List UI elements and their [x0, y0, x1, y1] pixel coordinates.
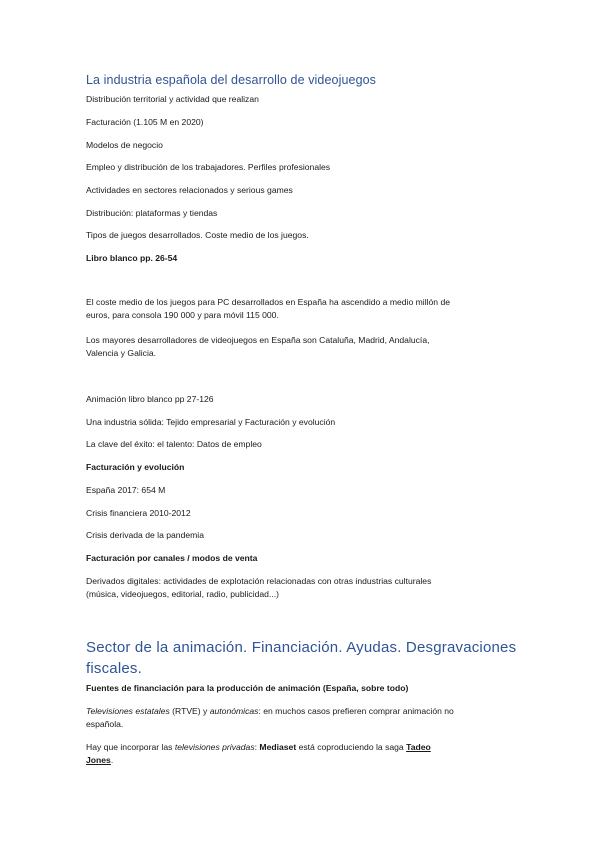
text-span: (RTVE) y [169, 706, 210, 716]
list-item: Tipos de juegos desarrollados. Coste medio de los juegos. [86, 230, 309, 240]
subheading: Facturación por canales / modos de venta [86, 553, 258, 563]
text-line: Crisis derivada de la pandemia [86, 530, 204, 540]
section-subtitle: Fuentes de financiación para la producción de animación (España, sobre todo) [86, 683, 409, 693]
text-span: autonómicas [209, 706, 259, 716]
text-span: Hay que incorporar las [86, 742, 175, 752]
paragraph-tv-line1 [86, 705, 454, 718]
text-line: Crisis financiera 2010-2012 [86, 508, 191, 518]
section-heading-animation: Sector de la animación. Financiación. Ayudas. Desgravaciones fiscales. [86, 639, 517, 677]
paragraph-tv-line2: española. [86, 719, 124, 729]
text-span: Televisiones estatales [86, 706, 170, 716]
paragraph-derivatives-line1: Derivados digitales: actividades de explotación relacionadas con otras industrias culturales [86, 576, 432, 586]
paragraph-cost-line2: euros, para consola 190 000 y para móvil 115 000. [86, 310, 279, 320]
jones-link[interactable]: Jones [86, 755, 111, 765]
subheading: Facturación y evolución [86, 462, 185, 472]
text-line: España 2017: 654 M [86, 485, 166, 495]
text-line: Una industria sólida: Tejido empresarial y Facturación y evolución [86, 417, 336, 427]
text-line: La clave del éxito: el talento: Datos de empleo [86, 439, 262, 449]
text-span: está coproduciendo la saga [296, 742, 407, 752]
paragraph-cost-line1: El coste medio de los juegos para PC desarrollados en España ha ascendido a medio millón de [86, 297, 451, 307]
section-subtitle: Distribución territorial y actividad que realizan [86, 94, 259, 104]
section-heading-videogames: La industria española del desarrollo de videojuegos [86, 73, 377, 87]
paragraph-private-tv-line1 [86, 741, 431, 754]
tadeo-link[interactable]: Tadeo [406, 742, 431, 752]
text-span: televisiones privadas [174, 742, 255, 752]
paragraph-private-tv-line2 [86, 754, 113, 767]
paragraph-derivatives-line2: (música, videojuegos, editorial, radio, publicidad...) [86, 589, 279, 599]
text-span: : en muchos casos prefieren comprar animación no [258, 706, 454, 716]
paragraph-developers-line1: Los mayores desarrolladores de videojuegos en España son Cataluña, Madrid, Andalucía, [86, 335, 430, 345]
list-item: Actividades en sectores relacionados y serious games [86, 185, 293, 195]
text-span: Mediaset [259, 742, 297, 752]
reference-note: Libro blanco pp. 26-54 [86, 253, 178, 263]
list-item: Distribución: plataformas y tiendas [86, 208, 218, 218]
text-span: : [254, 742, 260, 752]
paragraph-developers-line2: Valencia y Galicia. [86, 348, 157, 358]
list-item: Empleo y distribución de los trabajadores. Perfiles profesionales [86, 162, 331, 172]
list-item: Modelos de negocio [86, 140, 163, 150]
text-line: Animación libro blanco pp 27-126 [86, 394, 214, 404]
list-item: Facturación (1.105 M en 2020) [86, 117, 204, 127]
text-span: . [110, 755, 114, 765]
